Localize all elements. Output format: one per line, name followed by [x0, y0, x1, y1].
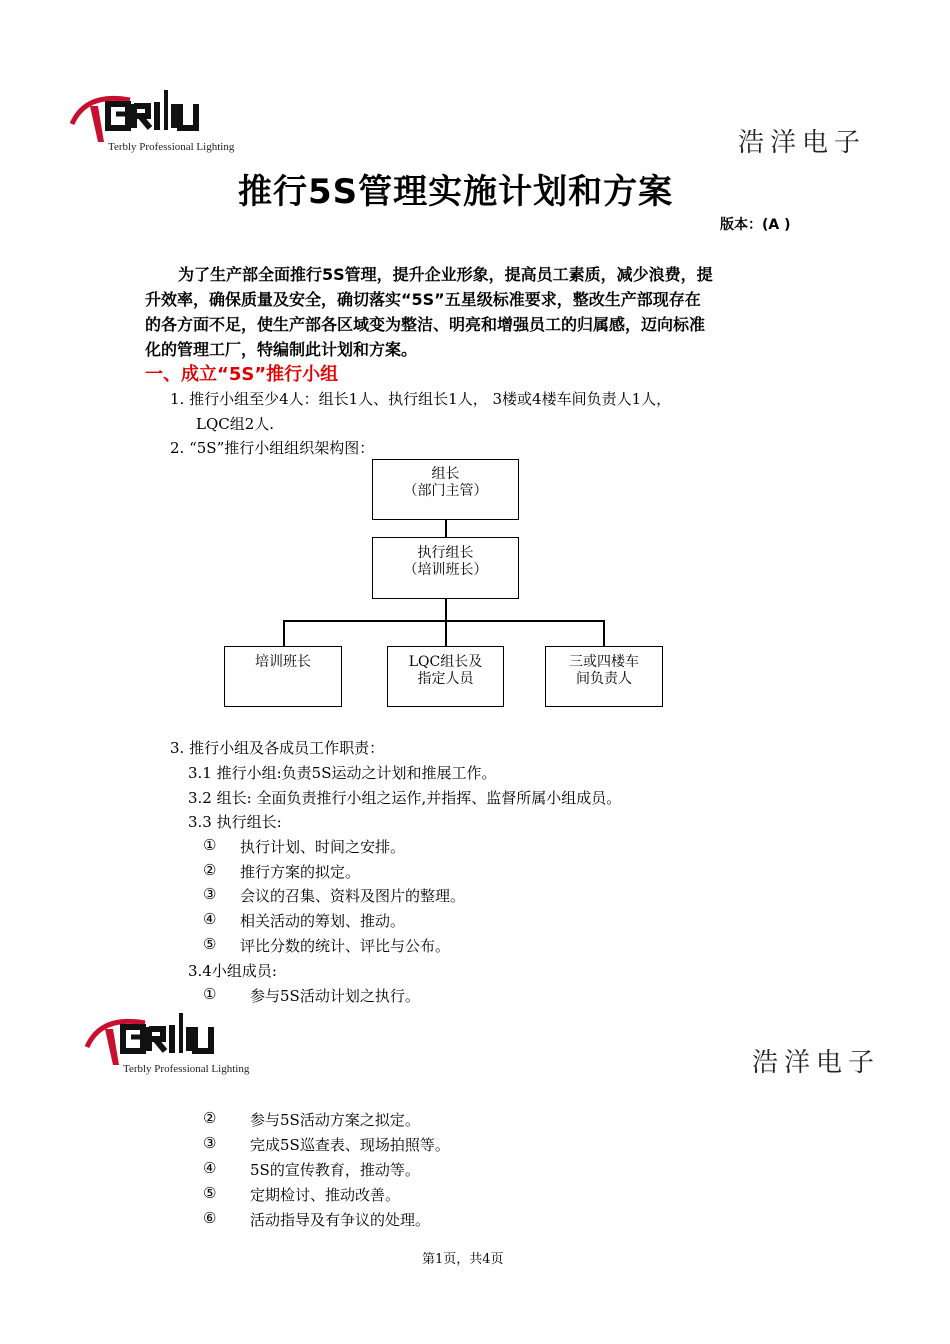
org-member-2-title: LQC组长及 [408, 654, 483, 670]
page-footer: 第1页，共4页 [422, 1252, 504, 1267]
member-duty-4-text: 5S的宣传教育，推动等。 [250, 1161, 420, 1179]
duty-3-1: 3.1 推行小组:负责5S运动之计划和推展工作。 [188, 764, 497, 782]
org-leader-title: 组长 [431, 466, 460, 482]
member-duty-4-num: ④ [203, 1159, 217, 1177]
org-exec-title: 执行组长 [417, 545, 474, 561]
exec-duty-1-text: 执行计划、时间之安排。 [240, 838, 406, 856]
member-duty-3-num: ③ [203, 1134, 217, 1152]
terbly-logo-icon [83, 1005, 258, 1065]
company-logo [68, 82, 243, 142]
duty-3-4: 3.4小组成员: [188, 962, 277, 980]
intro-line-2: 升效率，确保质量及安全，确切落实“5S”五星级标准要求，整改生产部现存在 [145, 290, 701, 309]
exec-duty-4-num: ④ [203, 910, 217, 928]
company-logo-repeat [83, 1005, 258, 1065]
org-connector-2 [445, 599, 447, 621]
org-member-3-role: 间负责人 [576, 671, 632, 687]
section-heading: 一、成立“5S”推行小组 [145, 364, 339, 385]
item-1-line-2: LQC组2人. [196, 415, 275, 433]
org-box-member-1 [224, 646, 342, 707]
member-duty-2-num: ② [203, 1109, 217, 1127]
org-exec-role: （培训班长） [403, 562, 488, 578]
org-connector-middle [445, 620, 447, 646]
org-member-1-title: 培训班长 [255, 654, 311, 670]
org-member-3-title: 三或四楼车 [569, 654, 639, 670]
duty-3-3: 3.3 执行组长: [188, 813, 282, 831]
intro-line-3: 的各方面不足，使生产部各区域变为整洁、明亮和增强员工的归属感，迈向标准 [145, 315, 706, 334]
exec-duty-2-text: 推行方案的拟定。 [240, 863, 361, 881]
logo-tagline-repeat: Terbly Professional Lighting [123, 1063, 250, 1075]
org-box-member-2 [387, 646, 504, 707]
member-duty-1-num: ① [203, 985, 217, 1003]
member-duty-5-text: 定期检讨、推动改善。 [250, 1186, 401, 1204]
duty-3-2: 3.2 组长: 全面负责推行小组之运作,并指挥、监督所属小组成员。 [188, 789, 622, 807]
org-box-leader [372, 459, 519, 520]
logo-tagline: Terbly Professional Lighting [108, 141, 235, 153]
org-connector-left [283, 620, 285, 646]
item-1-line-1: 1. 推行小组至少4人：组长1人、执行组长1人， 3楼或4楼车间负责人1人， [170, 390, 672, 408]
exec-duty-1-num: ① [203, 836, 217, 854]
intro-line-4: 化的管理工厂，特编制此计划和方案。 [145, 340, 418, 359]
member-duty-2-text: 参与5S活动方案之拟定。 [250, 1111, 420, 1129]
org-box-member-3 [545, 646, 663, 707]
exec-duty-4-text: 相关活动的筹划、推动。 [240, 912, 406, 930]
exec-duty-2-num: ② [203, 861, 217, 879]
org-connector-horizontal [283, 620, 604, 622]
member-duty-5-num: ⑤ [203, 1184, 217, 1202]
company-name-repeat: 浩洋电子 [752, 1048, 881, 1078]
version-label: 版本：(A ) [720, 217, 791, 233]
page-title: 推行5S管理实施计划和方案 [238, 172, 674, 212]
item-3: 3. 推行小组及各成员工作职责： [170, 739, 385, 757]
org-leader-role: （部门主管） [403, 483, 488, 499]
terbly-logo-icon [68, 82, 243, 142]
member-duty-1-text: 参与5S活动计划之执行。 [250, 987, 420, 1005]
exec-duty-5-num: ⑤ [203, 935, 217, 953]
member-duty-6-text: 活动指导及有争议的处理。 [250, 1211, 431, 1229]
org-connector-right [603, 620, 605, 646]
org-connector-1 [445, 520, 447, 537]
exec-duty-3-num: ③ [203, 885, 217, 903]
org-member-2-role: 指定人员 [417, 671, 474, 687]
member-duty-6-num: ⑥ [203, 1209, 217, 1227]
member-duty-3-text: 完成5S巡查表、现场拍照等。 [250, 1136, 450, 1154]
item-2: 2. “5S”推行小组组织架构图： [170, 439, 375, 457]
org-box-exec-leader [372, 537, 519, 599]
exec-duty-5-text: 评比分数的统计、评比与公布。 [240, 937, 451, 955]
exec-duty-3-text: 会议的召集、资料及图片的整理。 [240, 887, 466, 905]
intro-line-1: 为了生产部全面推行5S管理，提升企业形象，提高员工素质，减少浪费，提 [178, 265, 713, 284]
company-name: 浩洋电子 [738, 128, 867, 158]
